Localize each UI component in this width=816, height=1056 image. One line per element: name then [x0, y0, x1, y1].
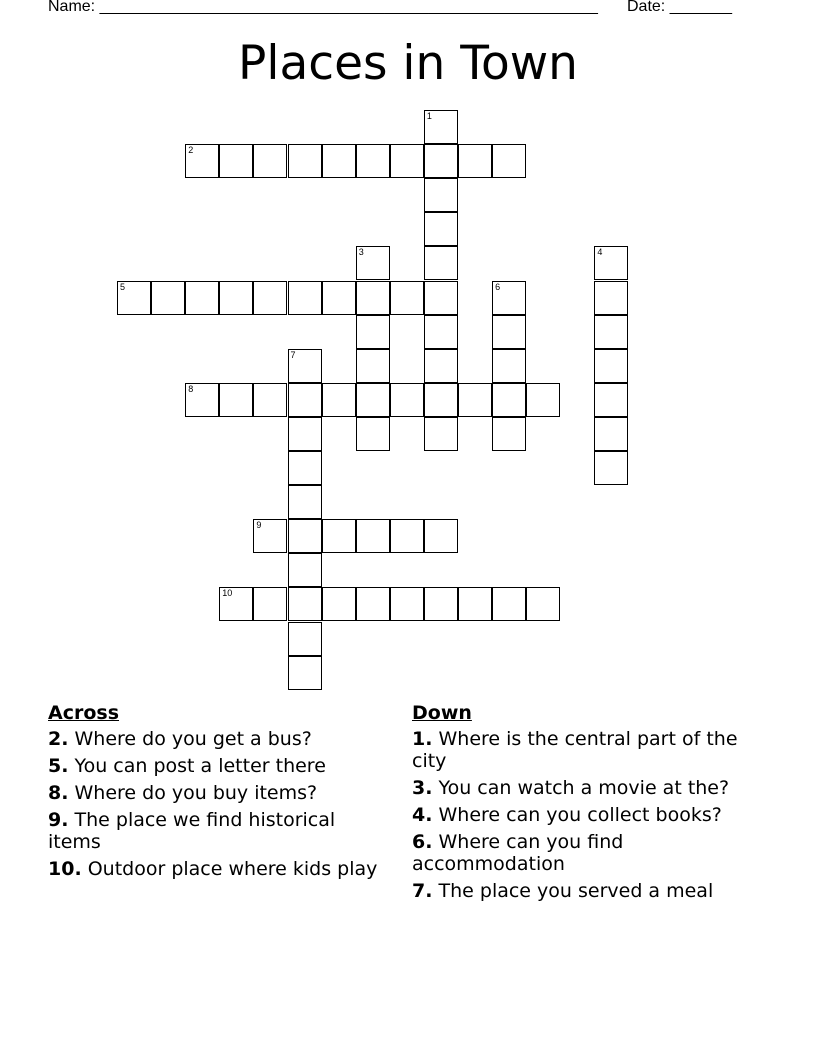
clue-text: The place we find historical items: [48, 809, 336, 853]
grid-cell[interactable]: [594, 451, 628, 485]
clue-number: 4.: [412, 804, 433, 826]
date-field-label: Date: _______: [627, 0, 732, 15]
grid-cell[interactable]: [356, 417, 390, 451]
cell-number: 2: [188, 145, 194, 156]
clue-number: 10.: [48, 858, 82, 880]
grid-cell[interactable]: [458, 383, 492, 417]
clue-text: Where can you find accommodation: [412, 831, 624, 875]
name-field-label: Name: ________________________________________________________: [48, 0, 598, 15]
cell-number: 3: [358, 247, 364, 258]
clue-number: 8.: [48, 782, 69, 804]
grid-cell[interactable]: [356, 246, 390, 280]
grid-cell[interactable]: [594, 246, 628, 280]
grid-cell[interactable]: [288, 417, 322, 451]
grid-cell[interactable]: [594, 383, 628, 417]
clue-down-4: [412, 804, 757, 826]
grid-cell[interactable]: [356, 587, 390, 621]
grid-cell[interactable]: [322, 383, 356, 417]
grid-cell[interactable]: [526, 383, 560, 417]
grid-cell[interactable]: [526, 587, 560, 621]
clue-number: 2.: [48, 728, 69, 750]
clue-number: 6.: [412, 831, 433, 853]
grid-cell[interactable]: [356, 349, 390, 383]
clue-down-7: [412, 880, 757, 902]
grid-cell[interactable]: [219, 587, 253, 621]
cell-number: 5: [120, 281, 126, 292]
grid-cell[interactable]: [424, 212, 458, 246]
grid-cell[interactable]: [288, 349, 322, 383]
grid-cell[interactable]: [356, 144, 390, 178]
grid-cell[interactable]: [288, 519, 322, 553]
grid-cell[interactable]: [390, 587, 424, 621]
clue-text: The place you served a meal: [438, 880, 714, 902]
clue-across-8: [48, 782, 388, 804]
grid-cell[interactable]: [288, 656, 322, 690]
grid-cell[interactable]: [594, 349, 628, 383]
clue-text: You can post a letter there: [74, 755, 326, 777]
grid-cell[interactable]: [151, 281, 185, 315]
cell-number: 7: [290, 349, 296, 360]
down-heading: Down: [412, 702, 472, 724]
grid-cell[interactable]: [322, 144, 356, 178]
clue-number: 1.: [412, 728, 433, 750]
grid-cell[interactable]: [492, 349, 526, 383]
clue-across-5: [48, 755, 388, 777]
clue-across-10: [48, 858, 388, 880]
clue-across-9: [48, 809, 388, 853]
grid-cell[interactable]: [594, 315, 628, 349]
grid-cell[interactable]: [424, 587, 458, 621]
grid-cell[interactable]: [253, 281, 287, 315]
cell-number: 1: [426, 111, 432, 121]
clue-text: Outdoor place where kids play: [87, 858, 378, 880]
grid-cell[interactable]: [117, 281, 151, 315]
grid-cell[interactable]: [390, 144, 424, 178]
cell-number: 10: [222, 588, 233, 599]
grid-cell[interactable]: [424, 246, 458, 280]
grid-cell[interactable]: [288, 281, 322, 315]
grid-cell[interactable]: [322, 587, 356, 621]
grid-cell[interactable]: [288, 587, 322, 621]
grid-cell[interactable]: [458, 144, 492, 178]
grid-cell[interactable]: [356, 315, 390, 349]
grid-cell[interactable]: [288, 144, 322, 178]
grid-cell[interactable]: [288, 383, 322, 417]
clue-text: Where do you buy items?: [74, 782, 318, 804]
grid-cell[interactable]: [492, 587, 526, 621]
cell-number: 8: [188, 383, 194, 394]
grid-cell[interactable]: [492, 281, 526, 315]
clue-down-1: [412, 728, 757, 772]
grid-cell[interactable]: [424, 144, 458, 178]
grid-cell[interactable]: [219, 144, 253, 178]
grid-cell[interactable]: [492, 315, 526, 349]
cell-number: 9: [256, 520, 262, 531]
clue-text: You can watch a movie at the?: [438, 777, 730, 799]
grid-cell[interactable]: [356, 383, 390, 417]
grid-cell[interactable]: [322, 281, 356, 315]
grid-cell[interactable]: [424, 519, 458, 553]
grid-cell[interactable]: [424, 281, 458, 315]
grid-cell[interactable]: [424, 315, 458, 349]
grid-cell[interactable]: [185, 383, 219, 417]
grid-cell[interactable]: [424, 349, 458, 383]
grid-cell[interactable]: [390, 383, 424, 417]
across-heading: Across: [48, 702, 120, 724]
grid-cell[interactable]: [288, 451, 322, 485]
grid-cell[interactable]: [390, 519, 424, 553]
grid-cell[interactable]: [253, 519, 287, 553]
grid-cell[interactable]: [390, 281, 424, 315]
grid-cell[interactable]: [492, 417, 526, 451]
cell-number: 6: [495, 281, 501, 292]
clue-number: 3.: [412, 777, 433, 799]
grid-cell[interactable]: [253, 587, 287, 621]
grid-cell[interactable]: [356, 519, 390, 553]
clue-number: 5.: [48, 755, 69, 777]
clue-number: 7.: [412, 880, 433, 902]
grid-cell[interactable]: [424, 178, 458, 212]
clue-across-2: [48, 728, 388, 750]
grid-cell[interactable]: [356, 281, 390, 315]
clue-text: Where is the central part of the city: [412, 728, 738, 772]
grid-cell[interactable]: [288, 553, 322, 587]
grid-cell[interactable]: [322, 519, 356, 553]
grid-cell[interactable]: [185, 144, 219, 178]
down-clues: [412, 702, 757, 907]
across-clues: [48, 702, 388, 885]
grid-cell[interactable]: [185, 281, 219, 315]
grid-cell[interactable]: [492, 144, 526, 178]
grid-cell[interactable]: [594, 417, 628, 451]
grid-cell[interactable]: [492, 383, 526, 417]
clue-number: 9.: [48, 809, 69, 831]
page-title: Places in Town: [238, 36, 578, 91]
cell-number: 4: [597, 247, 603, 258]
grid-cell[interactable]: [253, 383, 287, 417]
clue-down-6: [412, 831, 757, 875]
grid-cell[interactable]: [219, 383, 253, 417]
grid-cell[interactable]: [458, 587, 492, 621]
clue-down-3: [412, 777, 757, 799]
clue-text: Where can you collect books?: [438, 804, 722, 826]
grid-cell[interactable]: [424, 110, 458, 144]
grid-cell[interactable]: [424, 383, 458, 417]
grid-cell[interactable]: [424, 417, 458, 451]
grid-cell[interactable]: [253, 144, 287, 178]
clue-text: Where do you get a bus?: [74, 728, 312, 750]
grid-cell[interactable]: [288, 485, 322, 519]
grid-cell[interactable]: [288, 622, 322, 656]
grid-cell[interactable]: [594, 281, 628, 315]
grid-cell[interactable]: [219, 281, 253, 315]
